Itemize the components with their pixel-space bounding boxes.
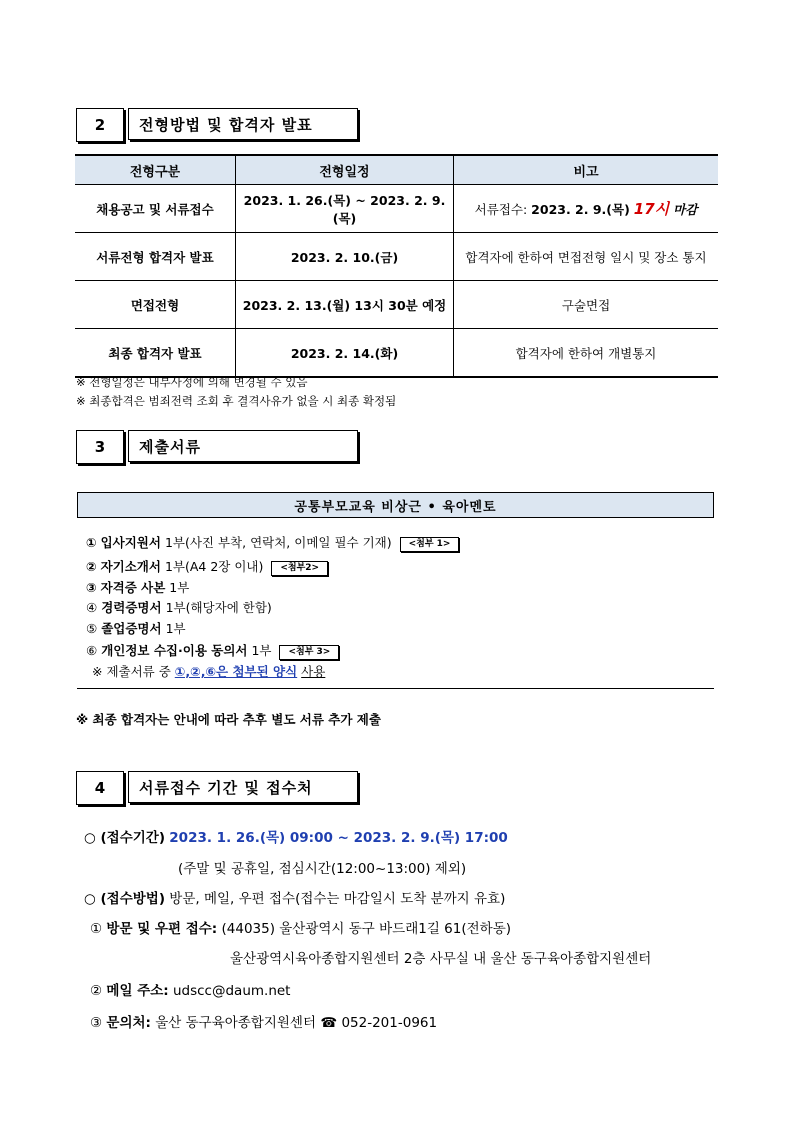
item-mark: ⑤ [86, 621, 98, 636]
remark-cell: 합격자에 한하여 면접전형 일시 및 장소 통지 [454, 233, 719, 281]
item-name: 개인정보 수집·이용 동의서 [101, 643, 248, 658]
table-header: 비고 [454, 155, 719, 185]
item-mark: ③ [90, 1015, 103, 1031]
category-cell: 서류전형 합격자 발표 [75, 233, 236, 281]
item-name: 자기소개서 [100, 559, 161, 574]
item-mark: ③ [86, 580, 97, 595]
remark-date: 2023. 2. 9.(목) [531, 202, 630, 217]
item-mark: ⑥ [86, 643, 98, 658]
email-label: 메일 주소: [106, 983, 169, 999]
period-exclusion: (주말 및 공휴일, 점심시간(12:00~13:00) 제외) [178, 861, 467, 877]
email-line [90, 979, 290, 999]
document-item [86, 598, 272, 616]
contact-phone: 052-201-0961 [341, 1015, 438, 1031]
schedule-cell: 2023. 2. 14.(화) [236, 329, 454, 378]
item-name: 자격증 사본 [100, 580, 166, 595]
section-number: 3 [76, 430, 124, 464]
item-desc: 1부(A4 2장 이내) [164, 559, 264, 574]
document-item [86, 557, 328, 576]
section-number: 2 [76, 108, 124, 142]
item-mark: ④ [86, 600, 98, 615]
schedule-note: ※ 전형일정은 내부사정에 의해 변경될 수 있음 [76, 375, 308, 389]
table-header: 전형구분 [75, 155, 236, 185]
item-mark: ① [86, 535, 97, 550]
item-mark: ② [86, 559, 97, 574]
table-row [75, 329, 718, 378]
schedule-cell: 2023. 2. 10.(금) [236, 233, 454, 281]
item-desc: 1부 [165, 621, 186, 636]
category-cell: 최종 합격자 발표 [75, 329, 236, 378]
table-row [75, 281, 718, 329]
document-item [86, 619, 186, 637]
section-number: 4 [76, 771, 124, 805]
table-header: 전형일정 [236, 155, 454, 185]
category-cell: 채용공고 및 서류접수 [75, 185, 236, 233]
schedule-note: ※ 최종합격은 범죄전력 조회 후 결격사유가 없을 시 최종 확정됨 [76, 394, 397, 408]
category-cell: 면접전형 [75, 281, 236, 329]
method-label: ○ (접수방법) [84, 891, 165, 907]
item-name: 입사지원서 [100, 535, 161, 550]
note-prefix: ※ 제출서류 중 [92, 664, 171, 679]
phone-icon: ☎ [320, 1015, 338, 1031]
document-item [86, 533, 459, 552]
visit-label: 방문 및 우편 접수: [106, 921, 218, 937]
method-line [84, 887, 505, 907]
period-label: ○ (접수기간) [84, 830, 165, 846]
remark-cell [454, 185, 719, 233]
documents-note [92, 662, 325, 680]
remark-prefix: 서류접수: [474, 202, 532, 217]
attachment-tag: <첨부2> [271, 561, 328, 576]
visit-address-2: 울산광역시육아종합지원센터 2층 사무실 내 울산 동구육아종합지원센터 [230, 951, 652, 967]
schedule-cell: 2023. 1. 26.(목) ~ 2023. 2. 9.(목) [236, 185, 454, 233]
note-suffix: 사용 [301, 664, 326, 679]
item-desc: 1부 [169, 580, 190, 595]
section-title: 전형방법 및 합격자 발표 [128, 108, 358, 140]
contact-label: 문의처: [106, 1015, 151, 1031]
schedule-cell: 2023. 2. 13.(월) 13시 30분 예정 [236, 281, 454, 329]
remark-cell: 구술면접 [454, 281, 719, 329]
table-row [75, 233, 718, 281]
table-row [75, 185, 718, 233]
visit-address: (44035) 울산광역시 동구 바드래1길 61(전하동) [221, 921, 512, 937]
period-value: 2023. 1. 26.(목) 09:00 ~ 2023. 2. 9.(목) 17:00 [169, 830, 508, 846]
document-item [86, 578, 189, 596]
attachment-tag: <첨부 1> [400, 537, 460, 552]
email-value: udscc@daum.net [172, 983, 291, 999]
remark-suffix: 마감 [673, 202, 698, 217]
visit-line [90, 917, 511, 937]
attachment-tag: <첨부 3> [279, 645, 339, 660]
item-name: 졸업증명서 [101, 621, 162, 636]
remark-cell: 합격자에 한하여 개별통지 [454, 329, 719, 378]
document-item [86, 641, 339, 660]
method-value: 방문, 메일, 우편 접수(접수는 마감일시 도착 분까지 유효) [169, 891, 506, 907]
schedule-table [75, 154, 718, 378]
divider [77, 688, 714, 689]
documents-box-title: 공통부모교육 비상근 • 육아멘토 [77, 492, 714, 518]
contact-org: 울산 동구육아종합지원센터 [155, 1015, 317, 1031]
item-mark: ① [90, 921, 103, 937]
item-name: 경력증명서 [101, 600, 162, 615]
final-note: ※ 최종 합격자는 안내에 따라 추후 별도 서류 추가 제출 [76, 712, 381, 727]
item-desc: 1부 [251, 643, 272, 658]
item-desc: 1부(해당자에 한함) [165, 600, 272, 615]
period-line [84, 826, 508, 846]
remark-time: 17시 [633, 200, 670, 218]
section-title: 서류접수 기간 및 접수처 [128, 771, 358, 803]
item-mark: ② [90, 983, 103, 999]
item-desc: 1부(사진 부착, 연락처, 이메일 필수 기재) [164, 535, 392, 550]
contact-line [90, 1011, 437, 1031]
section-title: 제출서류 [128, 430, 358, 462]
note-highlight: ①,②,⑥은 첨부된 양식 [174, 664, 298, 679]
